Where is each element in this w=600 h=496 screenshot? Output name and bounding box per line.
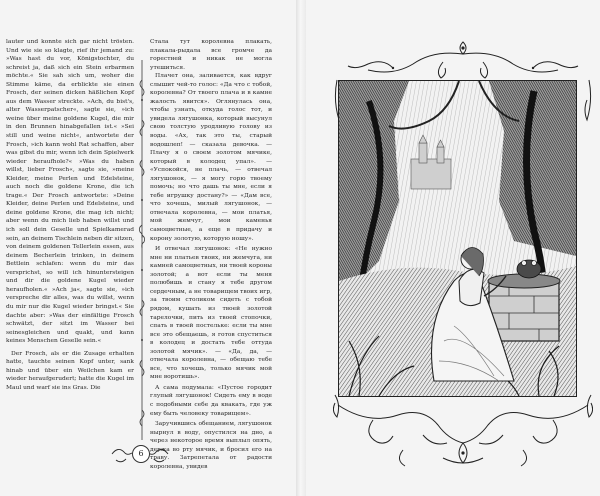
page-number-ornament [110,440,170,468]
russian-paragraph: Заручившись обещанием, лягушонок нырнул в воду, опустился на дно, а через некоторое время выплыл опять, держа во рту мячик, и бросил его на траву. Затрепетала от радости королевна, увидев [150,421,272,470]
german-paragraph: Der Frosch, als er die Zusage erhalten hatte, tauchte seinen Kopf unter, sank hinab und über ein Weilchen kam er wieder heraufgerudert; hatte die Kugel im Maul und warf sie ins Gras. Die [6,350,134,391]
page-number: 6 [132,445,150,463]
frog [517,260,541,278]
russian-paragraph: А сама подумала: «Пустое городит глупый лягушонок! Сидеть ему в воде с подобными себе да квакать, где уж ему быть человеку товарищем». [150,384,272,417]
russian-paragraph: И отвечал лягушонок: «Не нужно мне ни платьев твоих, ни жемчуга, ни камней самоцветных, ни твоей короны золотой; а вот если ты меня полюбишь и стану я тебе другом сердечным, а не товарищем твоих игр, за твоим столиком сидеть с тобой рядом, кушать из твоей золотой тарелочки, пить из твоей стопочки, спать в твоей постельке: если ты мне все это обещаешь, я готов спуститься в колодец и достать тебе оттуда золотой мячик». — «Да, да, — отвечала королевна, — обещаю тебе все, что хочешь, только мячик мой мне воротишь». [150,246,272,381]
german-text-column [6,38,134,392]
russian-text-column [150,38,272,471]
illustration-label [576,81,577,82]
engraving-illustration [338,80,577,397]
russian-paragraph: Плачет она, заливается, как вдруг слышит чей-то голос: «Да что с тобой, королевна? От твоего плача и в камне жалость явится». Оглянулась она, чтобы узнать, откуда голос тот, и увидела лягушонка, который высунул свою толстую уродливую голову из воды. «Ах, так это ты, старый водошлеп! — сказала девочка. — Плачу я о своем золотом мячике, который в колодец упал». — «Успокойся, не плачь, — отвечал лягушонок, — я могу горю твоему помочь; но что дашь ты мне, если я тебе игрушку достану?» — «Дам все, что хочешь, милый лягушонок, — отвечала королевна, — мои платья, мой жемчуг, мои каменья самоцветные, а еще в придачу и корону золотую, которую ношу». [150,73,272,242]
book-gutter [296,0,306,496]
german-paragraph: lauter und konnte sich gar nicht trösten. Und wie sie so klagte, rief ihr jemand zu: »Was hast du vor, Königstochter, du schreist ja, daß sich ein Stein erbarmen möchte.« Sie sah sich um, woher die Stimme käme, da erblickte sie einen Frosch, der seinen dicken häßlichen Kopf aus dem Wasser streckte. »Ach, du bist's, alter Wasserpatscher«, sagte sie, »ich weine über meine goldene Kugel, die mir in den Brunnen hinabgefallen ist.« »Sei still und weine nicht«, antwortete der Frosch, »ich kann wohl Rat schaffen, aber was gibst du mir, wenn ich dein Spielwerk wieder heraufhole?« »Was du haben willst, lieber Frosch«, sagte sie, »meine Kleider, meine Perlen und Edelsteine, auch noch die goldene Krone, die ich trage.« Der Frosch antwortete: »Deine Kleider, deine Perlen und Edelsteine, und deine goldene Krone, die mag ich nicht; aber wenn du mich lieb haben willst und ich soll dein Geselle und Spielkamerad sein, an deinem Tischlein neben dir sitzen, von deinem goldenen Tellerlein essen, aus deinem Becherlein trinken, in deinem Bettlein schlafen: wenn du mir das versprichst, so will ich hinuntersteigen und dir die goldene Kugel wieder heraufholen.« »Ach ja«, sagte sie, »ich verspreche dir alles, was du willst, wenn du mir nur die Kugel wieder bringst.« Sie dachte aber: »Was der einfältige Frosch schwätzt, der sitzt im Wasser bei seinesgleichen und quakt, und kann keines Menschen Geselle sein.« [6,39,134,345]
russian-paragraph: Стала тут королевна плакать, плакала-рыдала все громче да горестней и никак не могла утешиться. [150,39,272,71]
vertical-ornament [137,60,147,440]
engraving-drawing [339,81,576,396]
